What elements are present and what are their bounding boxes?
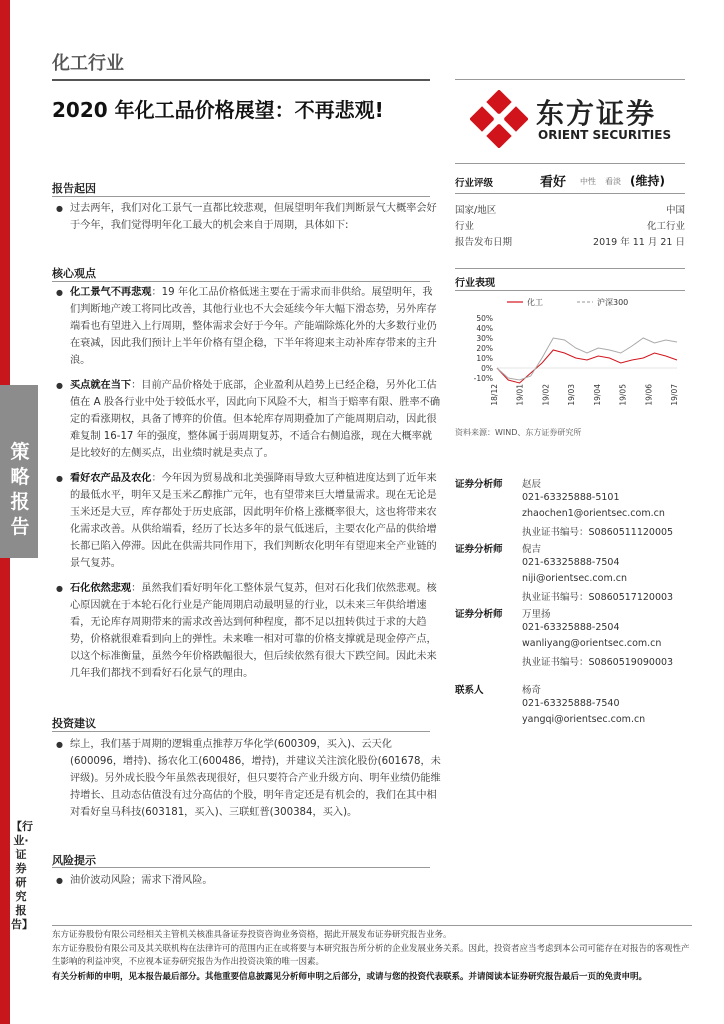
footer-line1: 东方证券股份有限公司经相关主管机关核准具备证券投资咨询业务资格，据此开展发布证券研究报告业务。 <box>52 930 452 940</box>
core-item-3 <box>56 470 442 572</box>
core-item-3-body: ：今年因为贸易战和北美强降雨导致大豆种植进度达到了近年来的最低水平，明年又是玉米乙醇推广元年，也有望带来巨大增量需求。现在无论是玉米还是大豆，库存都处于历史底部，因此明年价格上涨概率很大，这也将带来农化需求改善。从供给端看，经历了长达多年的景气低迷后，主要农化产品的供给增长都已陷入停滞。因此在供需共同作用下，我们判断农化明年有望迎来全产业链的景气复苏。 <box>70 473 437 569</box>
core-item-2-lead: 买点就在当下 <box>70 380 132 391</box>
invest-heading: 投资建议 <box>52 717 96 730</box>
y-tick-label: 0% <box>481 364 493 373</box>
rating-bear: 看淡 <box>605 177 621 186</box>
header-rule <box>52 79 430 81</box>
date-value: 2019 年 11 月 21 日 <box>593 237 685 248</box>
legend-label-0: 化工 <box>527 298 543 307</box>
region-key: 国家/地区 <box>455 205 497 216</box>
risk-body: 油价波动风险；需求下滑风险。 <box>70 875 213 886</box>
performance-chart <box>455 296 685 416</box>
analyst-email: wanliyang@orientsec.com.cn <box>522 638 662 649</box>
bullet-icon: ● <box>56 381 63 390</box>
origin-text <box>56 200 442 234</box>
analyst-name: 倪吉 <box>522 544 542 555</box>
bullet-icon: ● <box>56 474 63 483</box>
core-rule <box>52 281 430 282</box>
bullet-icon: ● <box>56 740 63 749</box>
analyst-role: 证券分析师 <box>455 544 503 555</box>
origin-rule <box>52 196 430 197</box>
sector-label: 化工行业 <box>52 53 124 74</box>
bullet-icon: ● <box>56 584 63 593</box>
legend-label-1: 沪深300 <box>597 298 629 307</box>
industry-value: 化工行业 <box>646 221 685 232</box>
rating-main: 看好 <box>540 175 567 190</box>
x-tick-label: 19/05 <box>618 384 628 406</box>
footer-line2: 东方证券股份有限公司及其关联机构在法律许可的范围内正在或将要与本研究报告所分析的企业发展业务关系。因此，投资者应当考虑到本公司可能存在对报告的客观性产生影响的利益冲突，不应视本证券研究报告为作出投资决策的唯一因素。 <box>52 944 690 967</box>
y-tick-label: 10% <box>476 354 493 363</box>
core-item-1-lead: 化工景气不再悲观 <box>70 287 152 298</box>
risk-rule <box>52 867 430 868</box>
x-tick-label: 19/07 <box>670 384 679 406</box>
core-item-4 <box>56 580 442 682</box>
core-heading: 核心观点 <box>52 267 96 280</box>
contact-phone: 021-63325888-7540 <box>522 698 620 709</box>
analyst-phone: 021-63325888-5101 <box>522 492 620 503</box>
x-tick-label: 19/02 <box>541 384 551 406</box>
analyst-name: 赵辰 <box>522 479 542 490</box>
series-line-1 <box>497 338 677 380</box>
analyst-phone: 021-63325888-7504 <box>522 557 620 568</box>
contact-email: yangqi@orientsec.com.cn <box>522 714 646 725</box>
bullet-icon: ● <box>56 876 63 885</box>
rating-label: 行业评级 <box>455 178 494 189</box>
logo-en: ORIENT SECURITIES <box>538 128 672 142</box>
analyst-block <box>455 462 685 732</box>
x-tick-label: 19/04 <box>592 384 602 406</box>
footer-rule <box>52 925 692 926</box>
contact-name: 杨奇 <box>522 685 542 696</box>
y-tick-label: 40% <box>476 324 493 333</box>
rating-top-rule <box>455 163 685 164</box>
chart-top-rule <box>455 268 685 269</box>
logo-mark-icon <box>470 90 528 148</box>
logo-cn: 东方证券 <box>536 97 657 130</box>
rating-row-industry <box>455 218 685 232</box>
x-tick-label: 19/03 <box>567 384 577 406</box>
side-label: 策略报告 <box>10 441 30 538</box>
chart-title: 行业表现 <box>455 278 495 289</box>
analyst-role: 证券分析师 <box>455 609 503 620</box>
core-item-3-lead: 看好农产品及农化 <box>70 473 152 484</box>
bullet-icon: ● <box>56 288 63 297</box>
rating-row-date <box>455 234 685 248</box>
date-key: 报告发布日期 <box>455 237 513 248</box>
bullet-icon: ● <box>56 204 63 213</box>
x-tick-label: 19/06 <box>644 384 654 406</box>
y-tick-label: 20% <box>476 344 493 353</box>
side-label-2: 【行业·证券研究报告】 <box>11 820 33 931</box>
analyst-name: 万里扬 <box>522 609 551 620</box>
rating-row-region <box>455 202 685 216</box>
rating-neutral: 中性 <box>580 177 596 186</box>
invest-rule <box>52 731 430 732</box>
origin-heading: 报告起因 <box>52 182 96 195</box>
region-value: 中国 <box>665 205 685 216</box>
industry-key: 行业 <box>455 221 475 232</box>
header-rule-right <box>455 79 685 80</box>
contact-role: 联系人 <box>455 685 484 696</box>
analyst-cert: 执业证书编号：S0860517120003 <box>522 592 674 603</box>
analyst-email: niji@orientsec.com.cn <box>522 573 627 584</box>
core-item-1-body: ：19 年化工品价格低迷主要在于需求而非供给。展望明年，我们判断地产竣工将同比改善，其他行业也不大会延续今年大幅下滑态势，另外库存端看也有望进入上行周期，整体需求会好于今年。产能端除炼化外的大多数行业仍在衰减，因此我们预计上半年价格有望企稳，下半年将迎来主动补库存带来的主升浪。 <box>70 287 437 366</box>
page-title: 2020 年化工品价格展望：不再悲观! <box>52 98 384 122</box>
analyst-role: 证券分析师 <box>455 479 503 490</box>
core-item-2-body: ：目前产品价格处于底部，企业盈利从趋势上已经企稳，另外化工估值在 A 股各行业中处于较低水平，因此向下风险不大，相当于赔率有限、胜率不确定的看涨期权，具备了博弈的价值。但本轮库存周期叠加了产能周期启动，因此很难复制 16-17 年的强度，整体属于弱周期复苏，不适合右侧追涨，现在大概率就是比较好的左侧买点，出业绩时就是卖点了。 <box>70 380 441 459</box>
chart-title-rule <box>455 290 685 291</box>
y-tick-label: 50% <box>476 314 493 323</box>
y-tick-label: 30% <box>476 334 493 343</box>
risk-heading: 风险提示 <box>52 854 96 867</box>
core-item-1 <box>56 284 442 369</box>
y-tick-label: -10% <box>473 374 493 383</box>
chart-source: 资料来源：WIND、东方证券研究所 <box>455 428 582 437</box>
analyst-phone: 021-63325888-2504 <box>522 622 620 633</box>
rating-rule <box>455 193 685 194</box>
x-tick-label: 18/12 <box>490 384 499 406</box>
invest-text <box>56 736 442 821</box>
core-item-4-lead: 石化依然悲观 <box>70 583 132 594</box>
origin-body: 过去两年，我们对化工景气一直都比较悲观，但展望明年我们判断景气大概率会好于今年，我们觉得明年化工最大的机会来自于周期，具体如下: <box>70 203 437 231</box>
analyst-cert: 执业证书编号：S0860519090003 <box>522 657 674 668</box>
rating-keep: (维持) <box>630 174 665 188</box>
logo <box>470 90 690 150</box>
footer-line3: 有关分析师的申明，见本报告最后部分。其他重要信息披露见分析师申明之后部分，或请与您的投资代表联系。并请阅读本证券研究报告最后一页的免责申明。 <box>52 972 648 982</box>
analyst-cert: 执业证书编号：S0860511120005 <box>522 527 674 538</box>
core-item-4-body: ：虽然我们看好明年化工整体景气复苏，但对石化我们依然悲观。核心原因就在于本轮石化行业是产能周期启动最明显的行业，以未来三年供给增速看，无论库存周期带来的需求改善达到何种程度，都不足以扭转供过于求的大趋势，价格就很难看到向上的弹性。未来唯一相对可靠的价格支撑就是现金停产点，以这个标准衡量，虽然今年价格跌幅很大，但后续依然有很大下跌空间。因此未来几年我们都找不到看好石化景气的理由。 <box>70 583 437 679</box>
x-tick-label: 19/01 <box>515 384 525 406</box>
invest-body: 综上，我们基于周期的逻辑重点推荐万华化学(600309，买入)、云天化(600096，增持)、扬农化工(600486，增持)，并建议关注滨化股份(601678，未评级)。另外成长股今年虽然表现很好，但只要符合产业升级方向、明年业绩仍能维持增长、且动态估值没有过分高估的个股，明年肯定还是有机会的，我们在其中相对看好皇马科技(603181，买入)、三联虹普(300384，买入)。 <box>70 739 441 818</box>
core-item-2 <box>56 377 442 462</box>
analyst-email: zhaochen1@orientsec.com.cn <box>522 508 665 519</box>
risk-text <box>56 872 442 889</box>
